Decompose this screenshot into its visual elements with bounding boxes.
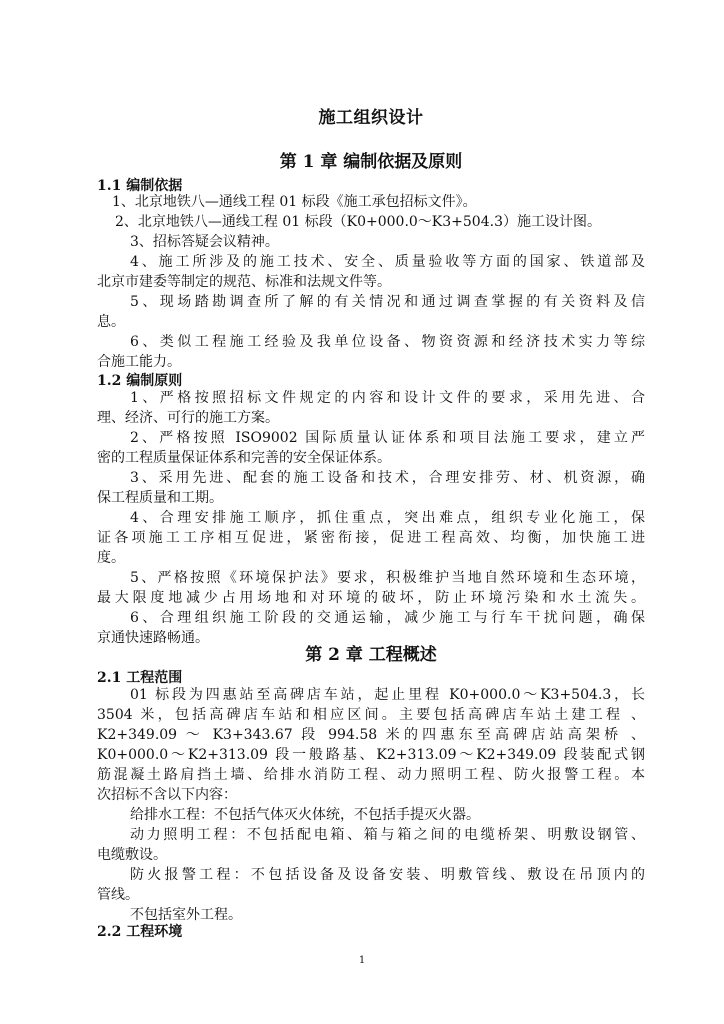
paragraph-line: 3、采用先进、配套的施工设备和技术，合理安排劳、材、机资源，确 [130,470,645,486]
paragraph-line: 次招标不含以下内容： [97,787,237,803]
paragraph-line: 不包括室外工程。 [130,907,242,923]
paragraph-line: 保工程质量和工期。 [97,490,223,506]
paragraph-line: 4、施工所涉及的施工技术、安全、质量验收等方面的国家、铁道部及 [130,254,645,270]
paragraph-line: 6、合理组织施工阶段的交通运输，减少施工与行车干扰问题，确保 [130,610,645,626]
paragraph-line: 2、北京地铁八—通线工程 01 标段（K0+000.0～K3+504.3）施工设计图。 [115,214,601,230]
paragraph-line: 3504 米，包括高碑店车站和相应区间。主要包括高碑店车站土建工程 、 [97,707,645,723]
paragraph-line: 4、合理安排施工顺序，抓住重点，突出难点，组织专业化施工，保 [130,510,645,526]
paragraph-line: 01 标段为四惠站至高碑店车站，起止里程 K0+000.0～K3+504.3，长 [130,687,645,703]
paragraph-line: 合施工能力。 [97,354,181,370]
paragraph-line: 京通快速路畅通。 [97,630,209,646]
section-1-2-heading: 1.2 编制原则 [97,373,183,389]
paragraph-line: 1、北京地铁八—通线工程 01 标段《施工承包招标文件》。 [112,194,477,210]
paragraph-line: 电缆敷设。 [97,847,167,863]
paragraph-line: 2、严格按照 ISO9002 国际质量认证体系和项目法施工要求，建立严 [130,430,645,446]
document-title: 施工组织设计 [318,108,424,128]
paragraph-line: 5、严格按照《环境保护法》要求，积极维护当地自然环境和生态环境， [130,570,645,586]
paragraph-line: 理、经济、可行的施工方案。 [97,410,279,426]
paragraph-line: 动力照明工程：不包括配电箱、箱与箱之间的电缆桥架、明敷设钢管、 [130,827,645,843]
paragraph-line: 筋混凝土路肩挡土墙、给排水消防工程、动力照明工程、防火报警工程。本 [97,767,645,783]
page-number: 1 [358,955,366,966]
paragraph-line: 北京市建委等制定的规范、标准和法规文件等。 [97,274,391,290]
paragraph-line: 息。 [97,314,125,330]
paragraph-line: 给排水工程：不包括气体灭火体统，不包括手提灭火器。 [130,807,480,823]
paragraph-line: 证各项施工工序相互促进，紧密衔接，促进工程高效、均衡，加快施工进 [97,530,645,546]
paragraph-line: 5、现场踏勘调查所了解的有关情况和通过调查掌握的有关资料及信 [130,294,645,310]
paragraph-line: 管线。 [97,887,139,903]
paragraph-line: K0+000.0～K2+313.09 段一般路基、K2+313.09～K2+349.09 段装配式钢 [97,747,645,763]
paragraph-line: 度。 [97,550,125,566]
paragraph-line: 最大限度地减少占用场地和对环境的破坏，防止环境污染和水土流失。 [97,590,645,606]
paragraph-line: 6、类似工程施工经验及我单位设备、物资资源和经济技术实力等综 [130,334,645,350]
paragraph-line: K2+349.09 ～ K3+343.67 段 994.58 米的四惠东至高碑店站高架桥 、 [97,727,645,743]
paragraph-line: 密的工程质量保证体系和完善的安全保证体系。 [97,450,391,466]
chapter-2-heading: 第 2 章 工程概述 [305,645,437,665]
paragraph-line: 1、严格按照招标文件规定的内容和设计文件的要求，采用先进、合 [130,390,645,406]
section-2-2-heading: 2.2 工程环境 [97,924,183,940]
paragraph-line: 3、招标答疑会议精神。 [130,234,279,250]
section-2-1-heading: 2.1 工程范围 [97,670,183,686]
paragraph-line: 防火报警工程：不包括设备及设备安装、明敷管线、敷设在吊顶内的 [130,867,645,883]
chapter-1-heading: 第 1 章 编制依据及原则 [279,152,463,172]
section-1-1-heading: 1.1 编制依据 [97,178,183,194]
